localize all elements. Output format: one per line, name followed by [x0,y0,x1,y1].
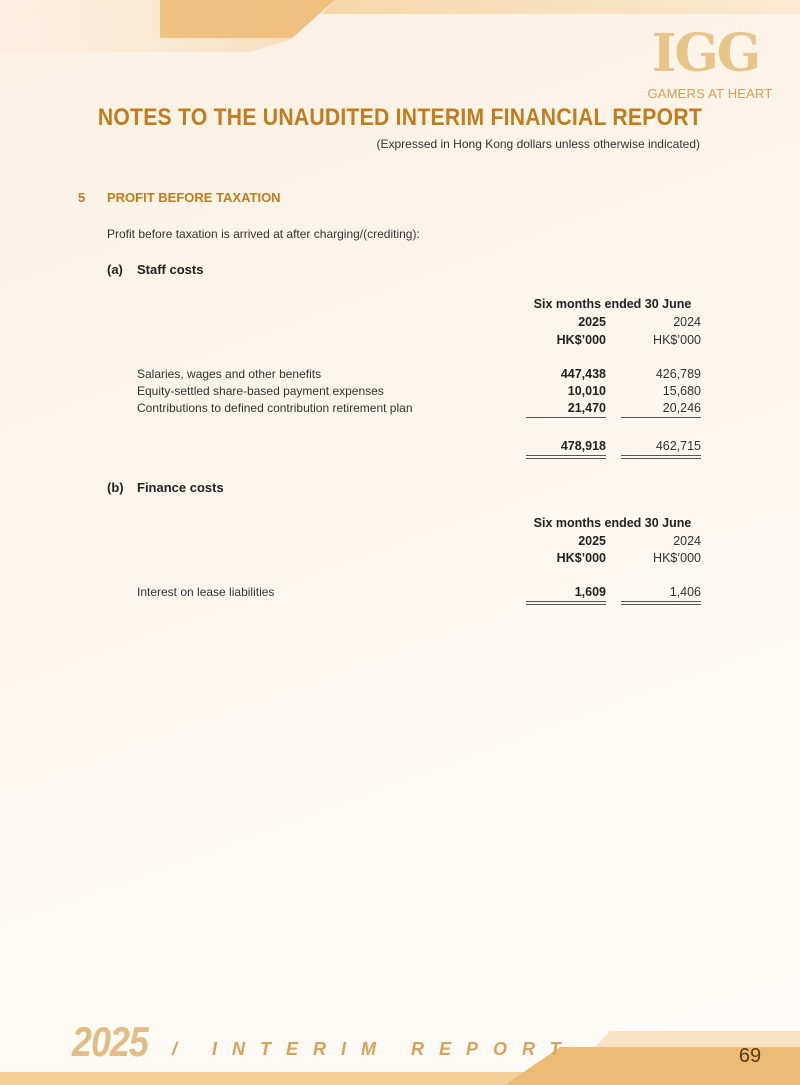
table-cell-current: 1,609 [574,585,606,599]
total-double-rule [621,601,701,605]
year-prior: 2024 [673,534,701,548]
total-double-rule [526,455,606,459]
year-current: 2025 [578,534,606,548]
page-number: 69 [738,1045,762,1067]
unit-current: HK$’000 [556,551,606,565]
section-number: 5 [78,190,86,205]
table-row-label: Interest on lease liabilities [137,585,275,599]
subsection-label: (b) [107,480,124,495]
page-title: NOTES TO THE UNAUDITED INTERIM FINANCIAL REPORT [97,104,702,131]
total-prior: 462,715 [655,439,701,453]
period-header: Six months ended 30 June [533,297,692,311]
unit-prior: HK$’000 [653,333,701,347]
table-row-label: Equity-settled share-based payment expenses [137,384,384,398]
unit-current: HK$’000 [556,333,606,347]
subtotal-rule [526,417,606,418]
total-double-rule [621,455,701,459]
subsection-title: Finance costs [137,480,224,495]
footer-year: 2025 [72,1018,149,1065]
table-cell-current: 10,010 [567,384,606,398]
logo: IGG [652,23,760,84]
table-cell-prior: 20,246 [662,401,701,415]
section-title: PROFIT BEFORE TAXATION [107,190,281,205]
subsection-title: Staff costs [137,262,204,277]
table-row-label: Contributions to defined contribution retirement plan [137,401,413,415]
unit-prior: HK$’000 [653,551,701,565]
table-cell-prior: 1,406 [669,585,701,599]
table-cell-current: 21,470 [567,401,606,415]
table-cell-current: 447,438 [560,367,606,381]
total-current: 478,918 [560,439,606,453]
year-prior: 2024 [673,315,701,329]
logo-tagline: GAMERS AT HEART [647,86,773,101]
year-current: 2025 [578,315,606,329]
subsection-label: (a) [107,262,123,277]
subtotal-rule [621,417,701,418]
page-subtitle: (Expressed in Hong Kong dollars unless otherwise indicated) [376,137,700,151]
total-double-rule [526,601,606,605]
table-cell-prior: 426,789 [655,367,701,381]
period-header: Six months ended 30 June [533,516,692,530]
table-cell-prior: 15,680 [662,384,701,398]
table-row-label: Salaries, wages and other benefits [137,367,322,381]
section-intro: Profit before taxation is arrived at after charging/(crediting): [107,227,420,241]
footer-report-title: / INTERIM REPORT [172,1039,576,1059]
